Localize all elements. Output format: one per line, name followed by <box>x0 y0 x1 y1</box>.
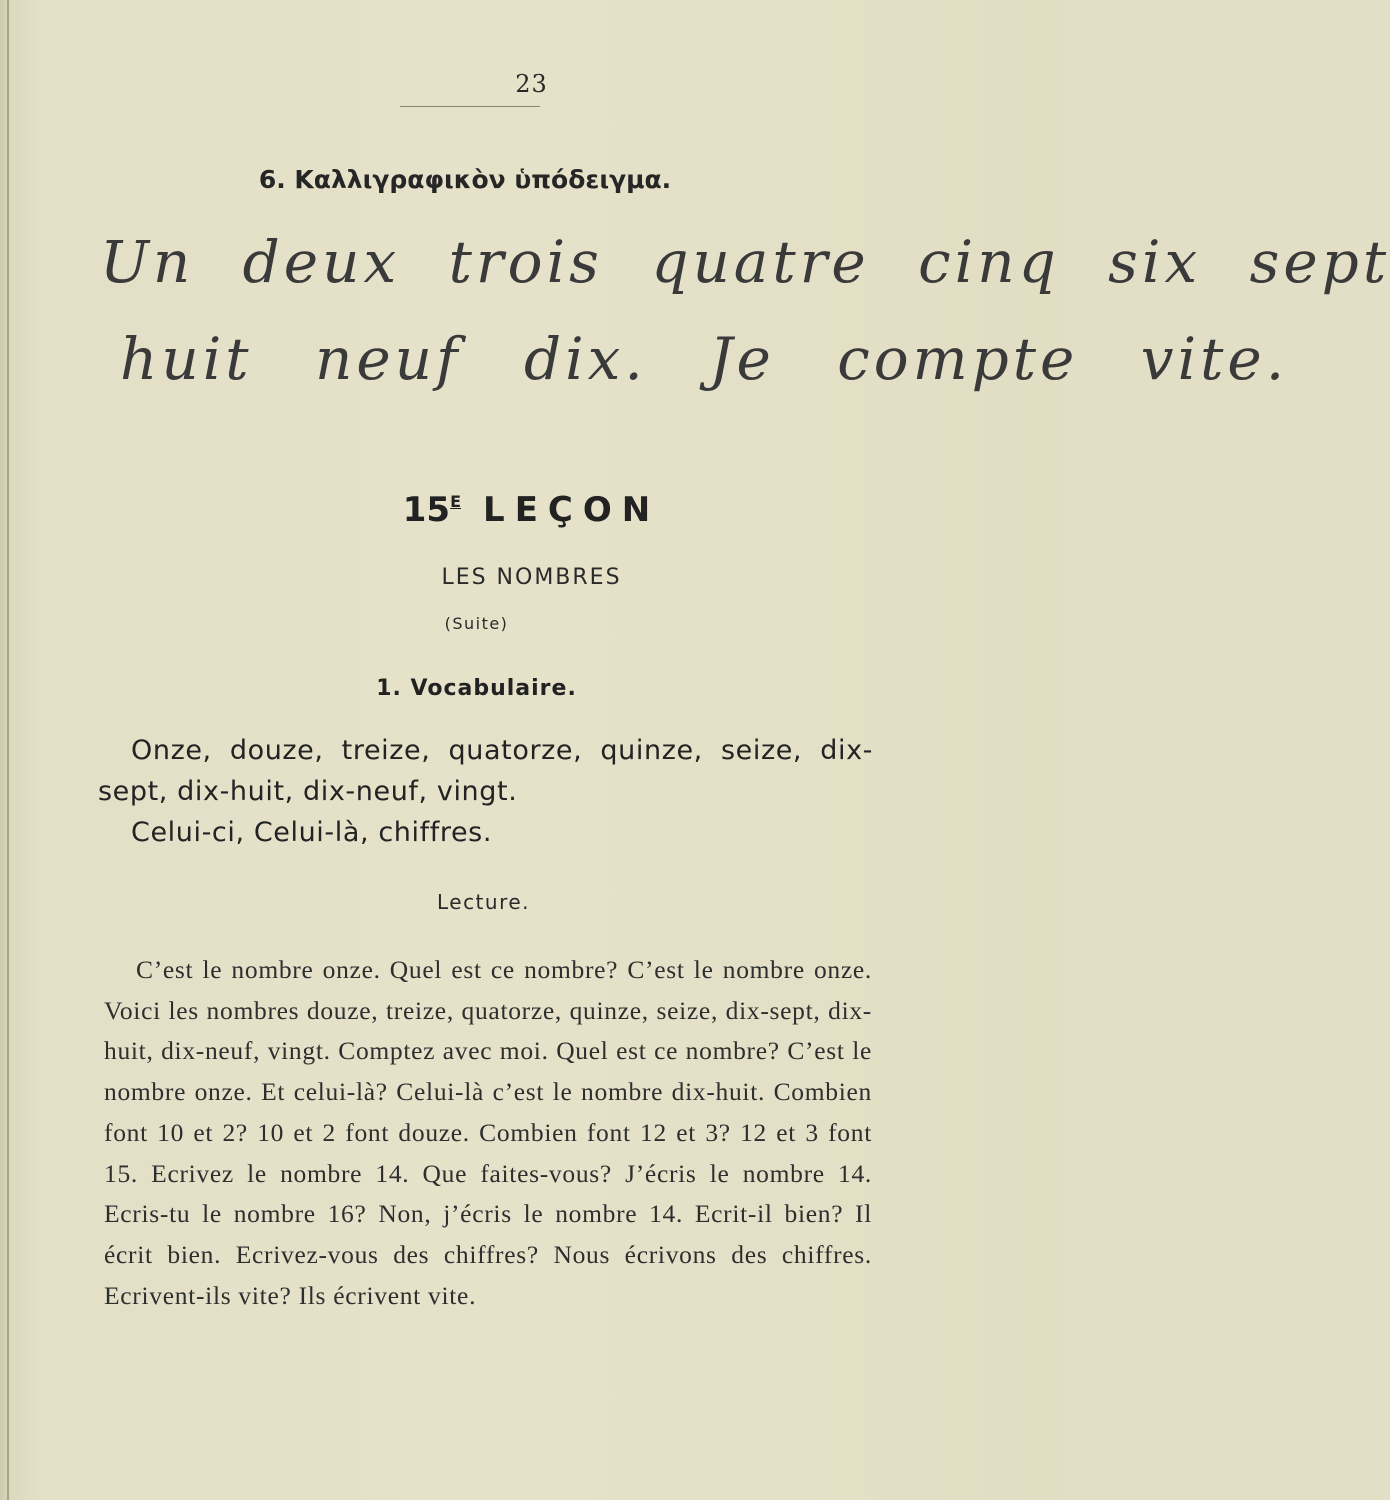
section-title: LES NOMBRES <box>441 565 622 590</box>
vocabulary-paragraph-2: Celui-ci, Celui-là, chiffres. <box>131 817 493 848</box>
section-subtitle: (Suite) <box>444 614 509 633</box>
lesson-word: LEÇON <box>483 490 661 530</box>
page-gutter <box>7 0 9 1500</box>
header-rule <box>400 106 540 107</box>
calligraphy-title: 6. Καλλιγραφικὸν ὑπόδειγμα. <box>258 165 672 194</box>
lesson-number-suffix: E <box>450 492 462 511</box>
calligraphy-line-1: Un deux trois quatre cinq six sept <box>100 228 1390 296</box>
calligraphy-line-2: huit neuf dix. Je compte vite. <box>120 325 1289 393</box>
vocabulary-paragraph-1: Onze, douze, treize, quatorze, quinze, seize, dix-sept, dix-huit, dix-neuf, vingt. <box>98 735 873 807</box>
lesson-number: 15 <box>402 490 451 530</box>
lecture-text: C’est le nombre onze. Quel est ce nombre? C’est le nombre onze. Voici les nombres douze, treize, quatorze, quinze, seize, dix-sept, dix-huit, dix-neuf, vingt. Comptez avec moi. Quel est ce nombre? C’est le nombre onze. Et celui-là? Celui-là c’est le nombre dix-huit. Combien font 10 et 2? 10 et 2 font douze. Combien font 12 et 3? 12 et 3 font 15. Ecrivez le nombre 14. Que faites-vous? J’écris le nombre 14. Ecris-tu le nombre 16? Non, j’écris le nombre 14. Ecrit-il bien? Il écrit bien. Ecrivez-vous des chiffres? Nous écrivons des chiffres. Ecrivent-ils vite? Ils écrivent vite. <box>104 955 872 1310</box>
vocabulary-heading: 1. Vocabulaire. <box>376 676 577 701</box>
lesson-title <box>0 490 1063 530</box>
lecture-heading: Lecture. <box>436 890 531 914</box>
vocabulary-block <box>98 730 873 853</box>
page-number: 23 <box>515 70 548 98</box>
